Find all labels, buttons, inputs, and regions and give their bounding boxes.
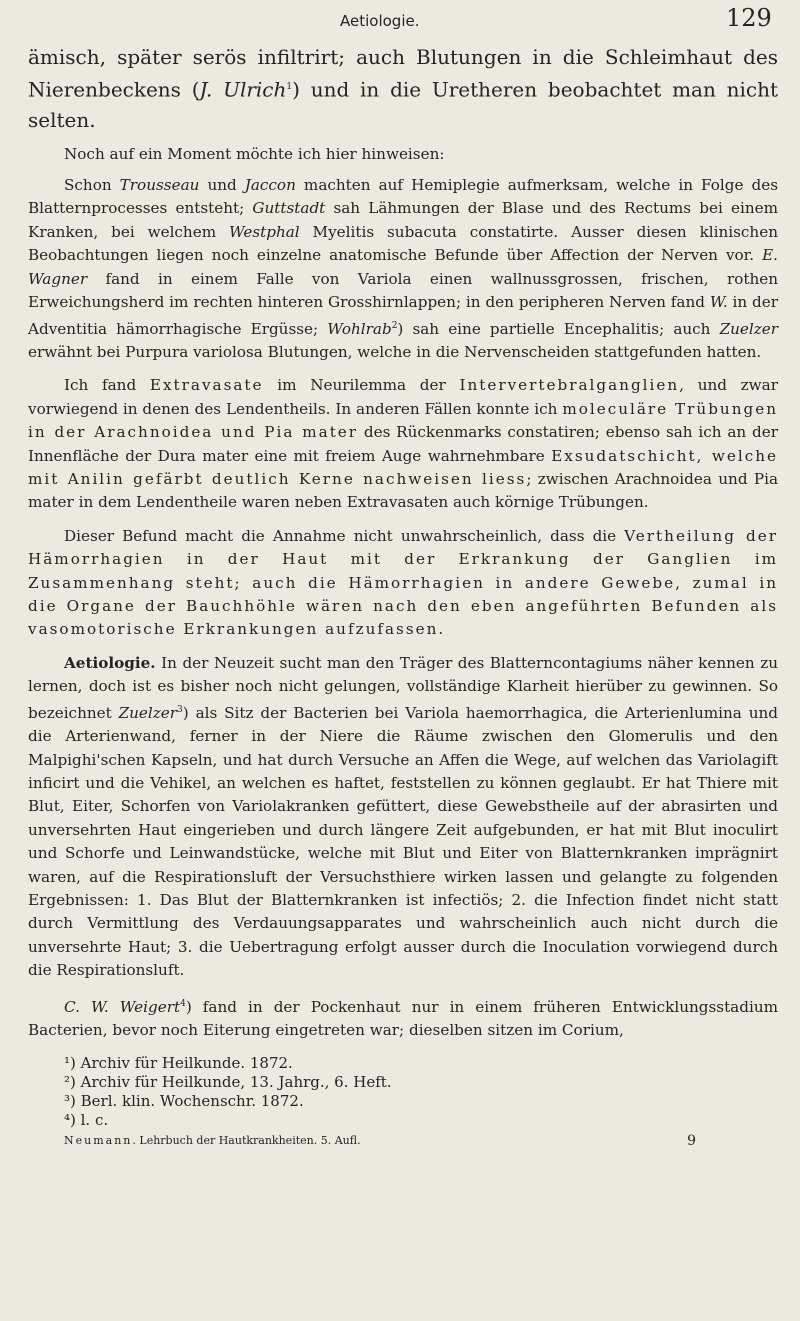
paragraph-weigert: C. W. Weigert$^4$) fand in der Pockenhaut nur in einem früheren Entwicklungsstadium Bacterien, bevor noch Eiterung eingetreten war; dieselben sitzen im Corium, <box>28 997 779 1040</box>
page-header <box>0 4 800 34</box>
paragraph-note: Noch auf ein Moment möchte ich hier hinweisen: <box>64 144 445 163</box>
imprint <box>64 1132 361 1150</box>
paragraph-hypothesis: Dieser Befund macht die Annahme nicht unwahrscheinlich, dass die Vertheilung der Hämorrhagien in der Haut mit der Erkrankung der Ganglien im Zusammenhang steht; auch die Hämorrhagien in andere Gewebe, zumal in die Organe der Bauchhöhle wären nach den eben angeführten Befunden als vasomotorische Erkrankungen aufzufassen. <box>28 526 778 639</box>
footnote: ⁴) l. c. <box>64 1111 109 1130</box>
imprint-author: Neumann <box>64 1134 133 1148</box>
page-footer <box>0 1132 800 1150</box>
footnotes <box>0 1054 800 1130</box>
paragraph-aetiology: Aetiologie. In der Neuzeit sucht man den Träger des Blatterncontagiums näher kennen zu lernen, doch ist es bisher noch nicht gelungen, vollständige Klarheit hierüber zu gewinnen. So bezeichnet Zuelzer$^3$) als Sitz der Bacterien bei Variola haemorrhagica, die Arterienlumina und die Arterienwand, ferner in der Niere die Räume zwischen den Glomerulis und den Malpighi'schen Kapseln, und hat durch Versuche an Affen die Wege, auf welchen das Variolagift inficirt und die Vehikel, an welchen es haftet, feststellen zu können geglaubt. Er hat Thiere mit Blut, Eiter, Schorfen von Variolakranken gefüttert, diese Gewebstheile auf der abrasirten und unversehrten Haut eingerieben und durch längere Zeit aufgebunden, er hat mit Blut inoculirt und Schorfe und Leinwandstücke, welche mit Blut und Eiter von Blatternkranken imprägnirt waren, auf die Respirationsluft der Versuchsthiere wirken lassen und gelangte zu folgenden Ergebnissen: 1. Das Blut der Blatternkranken ist infectiös; 2. die Infection findet nicht statt durch Vermittlung des Verdauungsapparates und wahrscheinlich auch nicht durch die unversehrte Haut; 3. die Uebertragung erfolgt ausser durch die Inoculation vorwiegend durch die Respirationsluft. <box>28 653 779 980</box>
intro-paragraph: ämisch, später serös infiltrirt; auch Blutungen in die Schleimhaut des Nierenbeckens (J. Ulrich$^1$) und in die Uretheren beobachtet man nicht selten. <box>28 45 779 132</box>
page-number: 129 <box>726 4 772 32</box>
footnote: ²) Archiv für Heilkunde, 13. Jahrg., 6. Heft. <box>64 1073 392 1092</box>
running-head: Aetiologie. <box>340 12 420 30</box>
page-body <box>0 42 800 1150</box>
imprint-title: . Lehrbuch der Hautkrankheiten. 5. Aufl. <box>132 1134 361 1148</box>
section-heading: Aetiologie. <box>64 653 156 672</box>
footnote-ref: 1 <box>286 82 293 92</box>
footnote: ¹) Archiv für Heilkunde. 1872. <box>64 1054 293 1073</box>
footnote-ref: 2 <box>391 320 398 331</box>
footnote: ³) Berl. klin. Wochenschr. 1872. <box>64 1092 304 1111</box>
author-ulrich: J. Ulrich <box>199 77 287 102</box>
footnote-ref: 4 <box>180 998 186 1009</box>
footnote-ref: 3 <box>177 704 183 715</box>
sheet-signature: 9 <box>687 1133 696 1150</box>
paragraph-findings: Ich fand Extravasate im Neurilemma der Intervertebralganglien, und zwar vorwiegend in denen des Lendentheils. In anderen Fällen konnte ich moleculäre Trübungen in der Arachnoidea und Pia mater des Rückenmarks constatiren; ebenso sah ich an der Innenfläche der Dura mater eine mit freiem Auge wahrnehmbare Exsudatschicht, welche mit Anilin gefärbt deutlich Kerne nachweisen liess; zwischen Arachnoidea und Pia mater in dem Lendentheile waren neben Extravasaten auch körnige Trübungen. <box>28 376 779 512</box>
paragraph-nerves: Schon Trousseau und Jaccon machten auf Hemiplegie aufmerksam, welche in Folge des Blatternprocesses entsteht; Guttstadt sah Lähmungen der Blase und des Rectums bei einem Kranken, bei welchem Westphal Myelitis subacuta constatirte. Ausser diesen klinischen Beobachtungen liegen noch einzelne anatomische Befunde über Affection der Nerven vor. E. Wagner fand in einem Falle von Variola einen wallnussgrossen, frischen, rothen Erweichungsherd im rechten hinteren Grosshirnlappen; in den peripheren Nerven fand W. in der Adventitia hämorrhagische Ergüsse; Wohlrab$^2$) sah eine partielle Encephalitis; auch Zuelzer erwähnt bei Purpura variolosa Blutungen, welche in die Nervenscheiden stattgefunden hatten. <box>28 176 778 361</box>
